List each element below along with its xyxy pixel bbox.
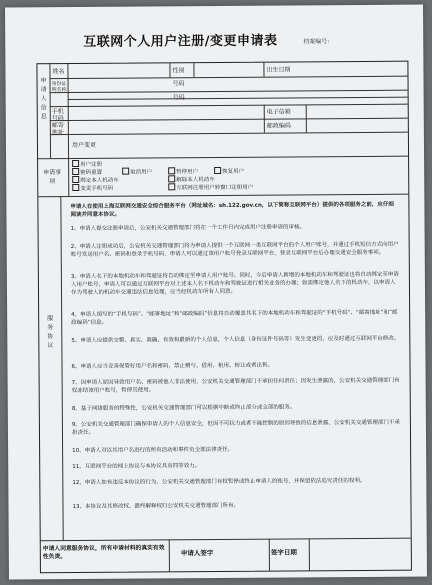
- agreement-intro: 申请人在使用上海互联网交通安全综合服务平台（网址域名：sh.122.gov.cn，以下简称互联网平台）提供的各项服务之前，应仔细阅读并同意本协议。: [70, 201, 394, 219]
- option-bind-vehicle[interactable]: 绑定本人机动车: [72, 176, 119, 184]
- signature-label: 申请人签字: [180, 549, 214, 558]
- email-label: 电子信箱: [266, 108, 291, 116]
- application-form-sheet: [5, 5, 427, 580]
- applicant-section-label: 申请人信息: [40, 77, 47, 121]
- clause-4: 4、申请人填写的“手机号码”、“邮寄地址”和“邮政编码”信息将自动覆盖其名下的本地机动车和驾驶证的“手机号码”、“邮寄地址”和“邮政编码”信息。: [71, 309, 398, 327]
- divider: [68, 97, 408, 100]
- divider: [269, 539, 270, 571]
- option-cancel-user[interactable]: 取消用户: [122, 167, 152, 175]
- clause-8: 8、基于网络服务的特殊性，公安机关交通管理部门可以根据中断或终止部分或全部的服务。: [71, 404, 296, 413]
- clause-12: 12、申请人如有违反本协议的行为，公安机关交通管理部门有权暂停或终止申请人的账号，并保留依法追究责任的权利。: [72, 477, 366, 487]
- name-label: 姓名: [52, 68, 65, 76]
- divider: [50, 118, 408, 121]
- postcode-label: 邮政编码: [266, 122, 291, 130]
- divider: [263, 63, 264, 77]
- divider: [38, 156, 408, 159]
- divider: [41, 538, 411, 541]
- checkbox-icon: [72, 176, 79, 183]
- option-reset-password[interactable]: 密码重置: [72, 168, 102, 176]
- option-change-mobile[interactable]: 变更手机号码: [72, 184, 113, 192]
- option-cancel-web-user[interactable]: 互联网注册用户转窗口注册用户: [168, 183, 253, 192]
- gender-label: 性别: [172, 67, 185, 75]
- clause-7: 7、因申请人原因导致用户名、密码被他人非法使用，公安机关交通管理部门不承担任何责任；因发生泄露的，公安机关交通管理部门有权冻结该用户账号，暂停其使用。: [71, 377, 400, 395]
- option-register[interactable]: 用户注册: [72, 160, 102, 168]
- checkbox-icon: [72, 160, 79, 167]
- option-suspend-user[interactable]: 暂停用户: [168, 167, 198, 175]
- checkbox-icon: [214, 167, 221, 174]
- archive-number-label: 档案编号：: [303, 38, 334, 46]
- divider: [50, 104, 408, 107]
- divider: [193, 63, 194, 77]
- birth-date-label: 出生日期: [266, 66, 291, 74]
- signature-date-label: 签字日期: [270, 548, 297, 557]
- divider: [50, 90, 408, 93]
- divider: [169, 63, 170, 77]
- checkbox-icon: [72, 184, 79, 191]
- clause-1: 1、申请人提交注册申请后，公安机关交通管理部门将在一个工作日内完成用户注册申请的审核。: [70, 224, 306, 233]
- clause-10: 10、申请人对以其用户名进行的所有活动和事件负全部法律责任。: [72, 446, 234, 455]
- divider: [60, 196, 63, 540]
- checkbox-icon: [168, 183, 175, 190]
- divider: [169, 539, 170, 571]
- clause-6: 6、申请人应当妥善保管好用户名和密码，禁止赠与、借用、租用、转让或者出售。: [71, 362, 274, 371]
- clause-9: 9、公安机关交通管理部门确保申请人的个人信息安全，但因不可抗力或者不能控制的原因导致的信息泄露，公安机关交通管理部门不承担责任。: [71, 419, 400, 437]
- clause-5: 5、申请人应提供完整、真实、准确、有效和最新的个人信息，个人信息（身份证件号码等）发生变更的，应及时通过互联网平台修改。: [71, 335, 400, 345]
- footer-statement: 申请人同意服务协议，所有申请材料的真实有效性负责。: [42, 545, 165, 561]
- request-section-label: 申请事项: [43, 169, 62, 186]
- checkbox-icon: [122, 168, 129, 175]
- user-change-label: 用户变更: [71, 141, 97, 150]
- id-verify-label: 号码: [172, 94, 185, 102]
- divider: [38, 194, 408, 197]
- mobile-label: 手机号码: [51, 108, 64, 123]
- option-restore-user[interactable]: 恢复用户: [214, 167, 244, 175]
- clause-11: 11、互联网平台的网上协议与本协议具有同等效力。: [72, 463, 201, 471]
- divider: [309, 538, 310, 570]
- option-unbind-vehicle[interactable]: 解除本人机动车: [168, 175, 215, 183]
- address-label: 邮寄地址: [51, 122, 64, 137]
- clause-2: 2、申请人注册成功后，公安机关交通管理部门将为申请人提供一个互联网一类互联网平台的个人用户账号，并通过手机短信方式向用户账号发送用户名、密码和登录手机号码，申请人可以通过该用户账号登录互联网平台，登录互联网平台后办理交通安全服务事项。: [70, 241, 399, 259]
- id-number-label: 号码: [172, 80, 185, 88]
- divider: [50, 132, 408, 135]
- form-title: 互联网个人用户注册/变更申请表: [83, 33, 278, 50]
- agreement-section-label: 服务协议: [47, 315, 54, 350]
- clause-13: 13、本协议及其修改权、最终解释权归公安机关交通管理部门所有。: [72, 502, 240, 511]
- divider: [68, 158, 69, 196]
- divider: [50, 76, 408, 79]
- id-type-label: 身份证明名称: [51, 81, 67, 94]
- clause-3: 3、申请人名下的本地机动车和驾驶证将自动绑定至申请人用户账号。同时，今后申请人新增的本地机动车和驾驶证也将自动绑定至申请人用户账号，申请人可以通过互联网平台对上述本人名下机动车和驾驶证进行相关业务的办理；如需绑定他人名下的机动车，以申请人作为驾驶人的机动车交通违法信息处理，应当经机动车所有人同意。: [70, 271, 399, 297]
- checkbox-icon: [168, 175, 175, 182]
- checkbox-icon: [168, 167, 175, 174]
- checkbox-icon: [72, 168, 79, 175]
